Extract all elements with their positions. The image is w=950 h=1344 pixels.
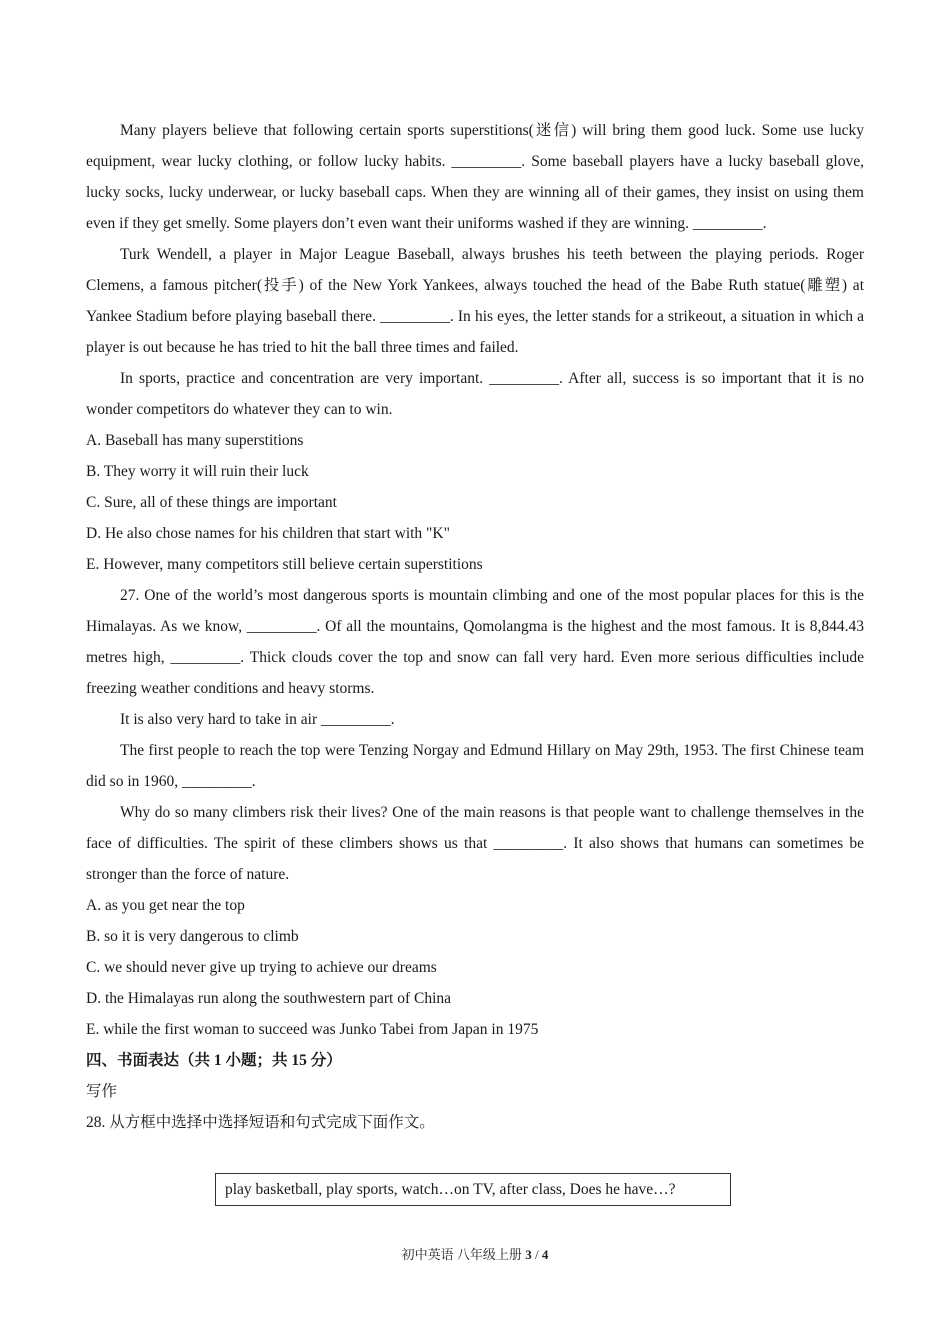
passage2-option-b: B. so it is very dangerous to climb [86,928,299,945]
footer-page-current: 3 [525,1247,532,1262]
passage1-option-c: C. Sure, all of these things are important [86,494,337,511]
passage2-option-a: A. as you get near the top [86,897,245,914]
passage2-paragraph-3: The first people to reach the top were Tenzing Norgay and Edmund Hillary on May 29th, 1953. The first Chinese team did so in 1960, _________. [86,742,864,790]
passage2-paragraph-4: Why do so many climbers risk their lives? One of the main reasons is that people want to challenge themselves in the face of difficulties. The spirit of these climbers shows us that _________. It also shows that humans can sometimes be stronger than the force of nature. [86,804,864,883]
footer-label: 初中英语 八年级上册 [401,1247,526,1262]
passage1-paragraph-1: Many players believe that following certain sports superstitions(迷信) will bring them good luck. Some use lucky equipment, wear lucky clothing, or follow lucky habits. _________. Some baseball players have a lucky baseball glove, lucky socks, lucky underwear, or lucky baseball caps. When they are winning all of their games, they insist on using them even if they get smelly. Some players don’t even want their uniforms washed if they are winning. _________. [86,122,864,232]
passage2-option-e: E. while the first woman to succeed was Junko Tabei from Japan in 1975 [86,1021,539,1038]
question-28: 28. 从方框中选择中选择短语和句式完成下面作文。 [86,1114,435,1131]
passage1-option-b: B. They worry it will ruin their luck [86,463,309,480]
passage1-option-d: D. He also chose names for his children that start with "K" [86,525,450,542]
passage1-paragraph-2: Turk Wendell, a player in Major League Baseball, always brushes his teeth between the playing periods. Roger Clemens, a famous pitcher(投手) of the New York Yankees, always touched the head of the Babe Ruth statue(雕塑) at Yankee Stadium before playing baseball there. _________. In his eyes, the letter stands for a strikeout, a situation in which a player is out because he has tried to hit the ball three times and failed. [86,246,864,356]
phrase-box: play basketball, play sports, watch…on TV, after class, Does he have…? [215,1173,731,1206]
passage2-option-c: C. we should never give up trying to achieve our dreams [86,959,437,976]
page-footer [0,1244,950,1263]
footer-separator: / [531,1247,542,1262]
section-heading: 四、书面表达（共 1 小题；共 15 分） [86,1052,342,1069]
passage2-paragraph-1: 27. One of the world’s most dangerous sports is mountain climbing and one of the most popular places for this is the Himalayas. As we know, _________. Of all the mountains, Qomolangma is the highest and the most famous. It is 8,844.43 metres high, _________. Thick clouds cover the top and snow can fall very hard. Even more serious difficulties include freezing weather conditions and heavy storms. [86,587,864,697]
passage1-option-e: E. However, many competitors still believe certain superstitions [86,556,483,573]
passage2-paragraph-2: It is also very hard to take in air _________. [120,711,395,728]
document-body [86,115,864,1138]
section-subtitle: 写作 [86,1083,118,1100]
footer-page-total: 4 [541,1247,549,1262]
passage1-option-a: A. Baseball has many superstitions [86,432,304,449]
passage1-paragraph-3: In sports, practice and concentration are very important. _________. After all, success is so important that it is no wonder competitors do whatever they can to win. [86,370,864,418]
passage2-option-d: D. the Himalayas run along the southwestern part of China [86,990,452,1007]
